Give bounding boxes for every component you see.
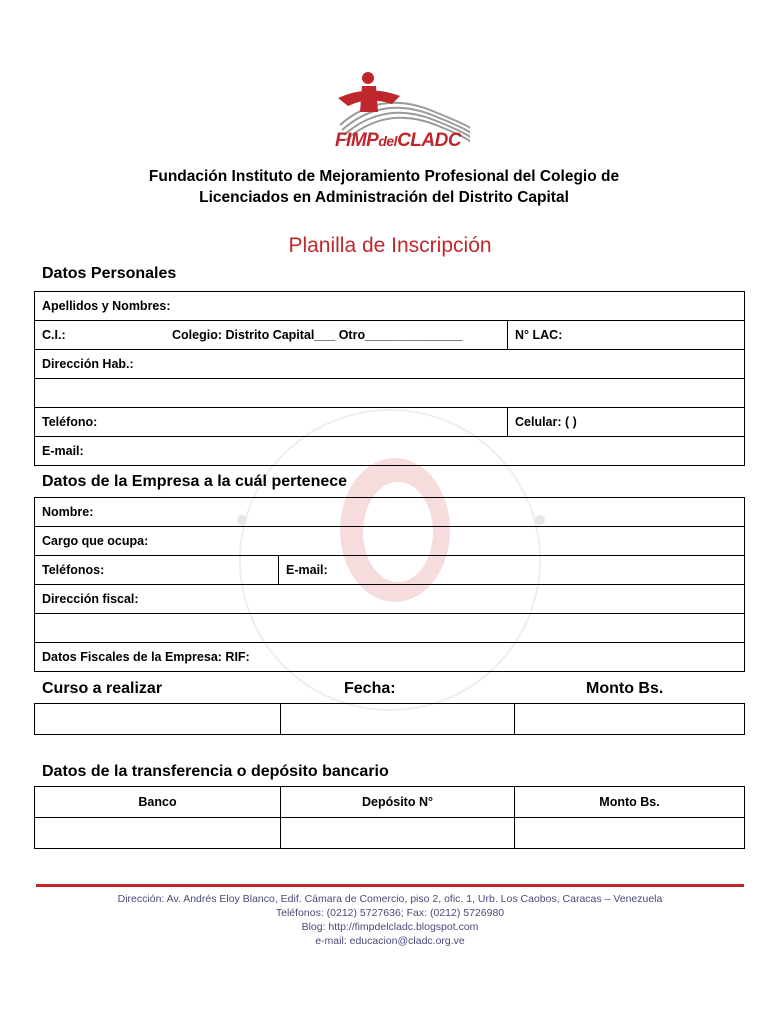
field-empresa-email[interactable]: E-mail: <box>279 556 745 585</box>
label-curso: Curso a realizar <box>42 680 163 697</box>
label-monto: Monto Bs. <box>586 680 664 697</box>
field-direccion-fiscal[interactable]: Dirección fiscal: <box>35 585 745 614</box>
label-fecha: Fecha: <box>344 680 396 697</box>
field-datos-fiscales-rif[interactable]: Datos Fiscales de la Empresa: RIF: <box>35 643 745 672</box>
field-curso[interactable] <box>35 704 281 735</box>
footer-address: Dirección: Av. Andrés Eloy Blanco, Edif. Cámara de Comercio, piso 2, ofic. 1, Urb. Los Caobos, Caracas – Venezuela <box>117 893 663 905</box>
field-cargo[interactable]: Cargo que ocupa: <box>35 527 745 556</box>
field-email[interactable]: E-mail: <box>35 437 745 466</box>
transfer-table <box>34 786 745 849</box>
footer-blog[interactable]: Blog: http://fimpdelcladc.blogspot.com <box>301 921 479 933</box>
field-direccion-fiscal-continued[interactable] <box>35 614 745 643</box>
field-deposito[interactable] <box>281 818 515 849</box>
company-data-table <box>34 497 745 672</box>
field-lac[interactable]: N° LAC: <box>508 321 745 350</box>
field-fecha[interactable] <box>281 704 515 735</box>
personal-data-table <box>34 291 745 466</box>
section-heading-personal: Datos Personales <box>42 265 177 282</box>
field-monto[interactable] <box>515 704 745 735</box>
footer-divider <box>36 884 744 887</box>
field-telefono[interactable]: Teléfono: <box>35 408 508 437</box>
field-celular[interactable]: Celular: ( ) <box>508 408 745 437</box>
section-heading-transfer: Datos de la transferencia o depósito bancario <box>42 763 389 780</box>
field-colegio[interactable]: Colegio: Distrito Capital___ Otro______________ <box>162 321 508 350</box>
footer-phones: Teléfonos: (0212) 5727636; Fax: (0212) 5726980 <box>275 907 505 919</box>
field-ci[interactable]: C.I.: <box>35 321 163 350</box>
field-apellidos-nombres[interactable]: Apellidos y Nombres: <box>35 292 745 321</box>
column-header-banco: Banco <box>35 787 281 818</box>
logo-brand-text: FIMPdelCLADC <box>334 130 462 151</box>
field-direccion-hab-continued[interactable] <box>35 379 745 408</box>
organization-name-line1: Fundación Instituto de Mejoramiento Profesional del Colegio de <box>148 168 620 185</box>
field-direccion-hab[interactable]: Dirección Hab.: <box>35 350 745 379</box>
course-table <box>34 703 745 735</box>
section-heading-company: Datos de la Empresa a la cuál pertenece <box>42 473 348 490</box>
field-empresa-telefonos[interactable]: Teléfonos: <box>35 556 279 585</box>
page-title: Planilla de Inscripción <box>288 234 492 257</box>
footer-email[interactable]: e-mail: educacion@cladc.org.ve <box>315 935 465 947</box>
organization-name-line2: Licenciados en Administración del Distrito Capital <box>199 189 569 206</box>
field-banco[interactable] <box>35 818 281 849</box>
column-header-monto: Monto Bs. <box>515 787 745 818</box>
column-header-deposito: Depósito N° <box>281 787 515 818</box>
field-transfer-monto[interactable] <box>515 818 745 849</box>
field-empresa-nombre[interactable]: Nombre: <box>35 498 745 527</box>
